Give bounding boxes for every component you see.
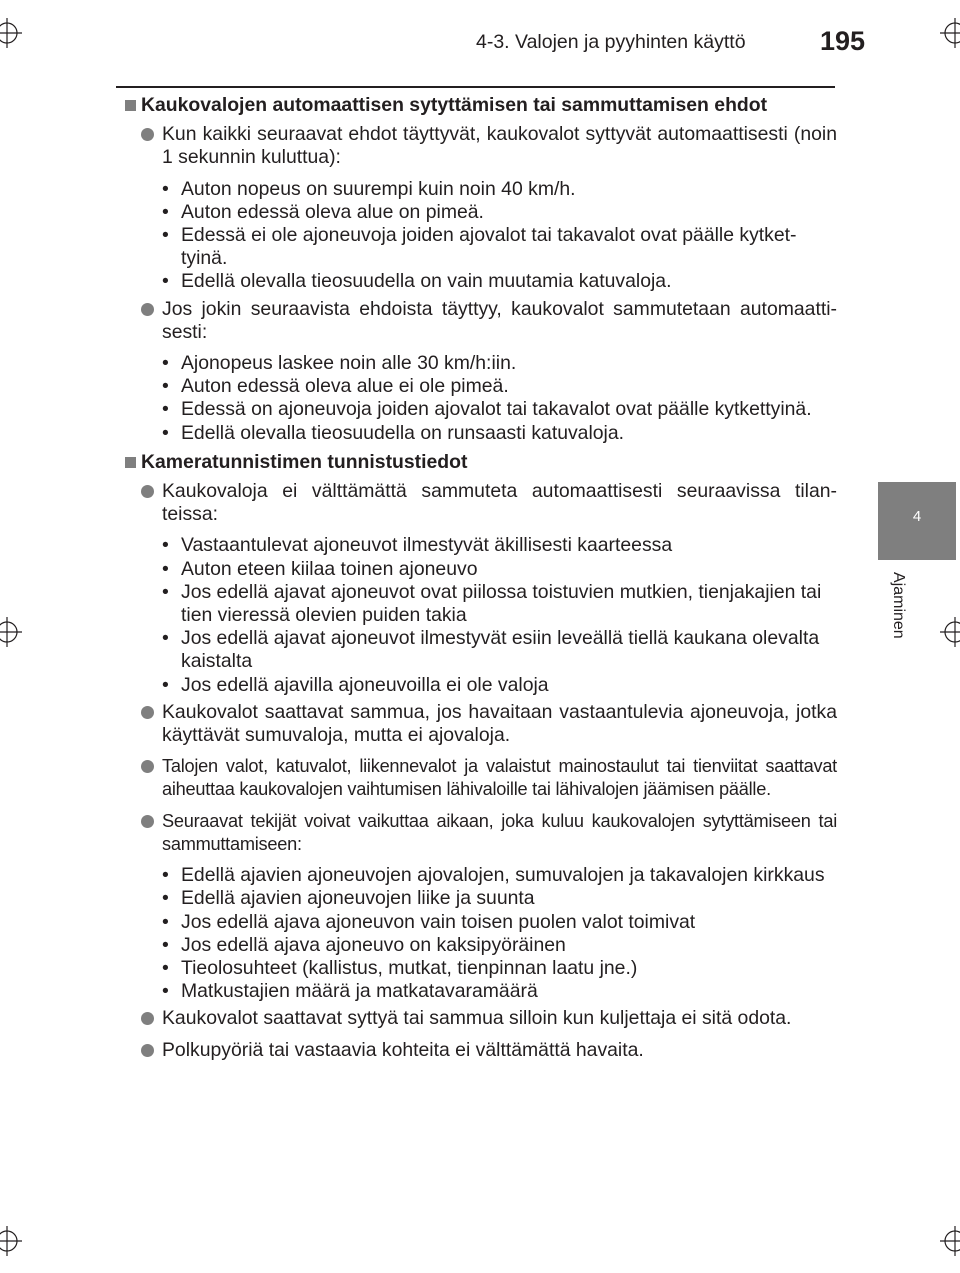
section-heading-text: Kaukovalojen automaattisen sytyttämisen tai sammuttamisen ehdot — [141, 94, 768, 116]
sub-list-item: • Jos edellä ajava ajoneuvon vain toisen puolen valot toimivat — [181, 911, 837, 934]
bullet-circle-icon — [141, 815, 154, 828]
page-number: 195 — [820, 26, 866, 56]
crop-mark-middle-right — [940, 617, 960, 647]
sub-list-item: • Auton edessä oleva alue ei ole pimeä. — [181, 375, 837, 398]
list-item — [124, 298, 837, 344]
sub-list-item: • Jos edellä ajavat ajoneuvot ovat piilossa toistuvien mutkien, tienjakajien tai tien vieressä olevien puiden takia — [181, 581, 837, 627]
list-item — [124, 1007, 837, 1030]
sub-list — [124, 864, 837, 1003]
section-heading-auto-conditions — [124, 94, 837, 117]
crop-mark-middle-left — [0, 617, 22, 647]
bullet-circle-icon — [141, 128, 154, 141]
list-item-text: Talojen valot, katuvalot, liikennevalot ja valaistut mainostaulut tai tienviitat saattavat aiheuttaa kaukovalojen vaihtumisen lähivaloille tai lähivalojen jäämisen päälle. — [162, 756, 837, 800]
crop-mark-bottom-left — [0, 1226, 22, 1256]
sub-list-item: • Edellä olevalla tieosuudella on vain muutamia katuvaloja. — [181, 270, 837, 293]
sub-list-item: • Jos edellä ajavilla ajoneuvoilla ei ole valoja — [181, 674, 837, 697]
crop-mark-top-right — [940, 18, 960, 48]
section-heading-camera-sensor — [124, 451, 837, 474]
bullet-circle-icon — [141, 1012, 154, 1025]
sub-list-item: • Ajonopeus laskee noin alle 30 km/h:iin. — [181, 352, 837, 375]
list-item-text: Seuraavat tekijät voivat vaikuttaa aikaan, joka kuluu kaukovalojen sytyttämiseen tai sammuttamiseen: — [162, 810, 837, 854]
list-item — [124, 480, 837, 526]
sub-list-item: • Auton eteen kiilaa toinen ajoneuvo — [181, 558, 837, 581]
section-heading-text: Kameratunnistimen tunnistustiedot — [141, 450, 468, 473]
sub-list-item: • Vastaantulevat ajoneuvot ilmestyvät äkillisesti kaarteessa — [181, 534, 837, 557]
header-divider — [116, 86, 835, 88]
sub-list-item: • Auton edessä oleva alue on pimeä. — [181, 201, 837, 224]
list-item — [124, 1039, 837, 1062]
sub-list-item: • Edessä ei ole ajoneuvoja joiden ajovalot tai takavalot ovat päälle kytket-tyinä. — [181, 224, 837, 270]
list-item-text: Kaukovalot saattavat sammua, jos havaitaan vastaantulevia ajoneuvoja, jotka käyttävät sumuvaloja, mutta ei ajovaloja. — [162, 700, 837, 747]
bullet-circle-icon — [141, 760, 154, 773]
sub-list-item: • Matkustajien määrä ja matkatavaramäärä — [181, 980, 837, 1003]
list-item-text: Polkupyöriä tai vastaavia kohteita ei välttämättä havaita. — [162, 1038, 644, 1061]
list-item-text: Jos jokin seuraavista ehdoista täyttyy, kaukovalot sammutetaan automaatti-sesti: — [162, 297, 837, 343]
bullet-circle-icon — [141, 706, 154, 719]
list-item-text: Kaukovalot saattavat syttyä tai sammua silloin kun kuljettaja ei sitä odota. — [162, 1007, 792, 1030]
list-item — [124, 810, 837, 856]
bullet-circle-icon — [141, 485, 154, 498]
sub-list-item: • Edellä ajavien ajoneuvojen liike ja suunta — [181, 887, 837, 910]
chapter-tab — [878, 482, 956, 560]
section-square-icon — [125, 457, 136, 468]
list-item — [124, 755, 837, 801]
sub-list — [124, 534, 837, 696]
sub-list-item: • Jos edellä ajava ajoneuvo on kaksipyöräinen — [181, 934, 837, 957]
list-item-text: Kun kaikki seuraavat ehdot täyttyvät, kaukovalot syttyvät automaattisesti (noin 1 sekunnin kuluttua): — [162, 123, 837, 169]
list-item-text: Kaukovaloja ei välttämättä sammuteta automaattisesti seuraavissa tilan-teissa: — [162, 480, 837, 526]
sub-list — [124, 352, 837, 445]
crop-mark-top-left — [0, 18, 22, 48]
sub-list-item: • Edessä on ajoneuvoja joiden ajovalot tai takavalot ovat päälle kytkettyinä. — [181, 398, 837, 421]
sub-list — [124, 178, 837, 294]
bullet-circle-icon — [141, 1044, 154, 1057]
sub-list-item: • Edellä ajavien ajoneuvojen ajovalojen, sumuvalojen ja takavalojen kirkkaus — [181, 864, 837, 887]
crop-mark-bottom-right — [940, 1226, 960, 1256]
section-square-icon — [125, 100, 136, 111]
sub-list-item: • Auton nopeus on suurempi kuin noin 40 km/h. — [181, 178, 837, 201]
sub-list-item: • Edellä olevalla tieosuudella on runsaasti katuvaloja. — [181, 422, 837, 445]
header-section-title: 4-3. Valojen ja pyyhinten käyttö — [476, 31, 746, 53]
chapter-tab-label: Ajaminen — [890, 572, 907, 639]
list-item — [124, 123, 837, 169]
sub-list-item: • Jos edellä ajavat ajoneuvot ilmestyvät esiin leveällä tiellä kaukana olevalta kaistalta — [181, 627, 837, 673]
sub-list-item: • Tieolosuhteet (kallistus, mutkat, tienpinnan laatu jne.) — [181, 957, 837, 980]
page-content — [124, 94, 837, 1070]
list-item — [124, 701, 837, 747]
bullet-circle-icon — [141, 303, 154, 316]
chapter-tab-number: 4 — [912, 508, 922, 525]
